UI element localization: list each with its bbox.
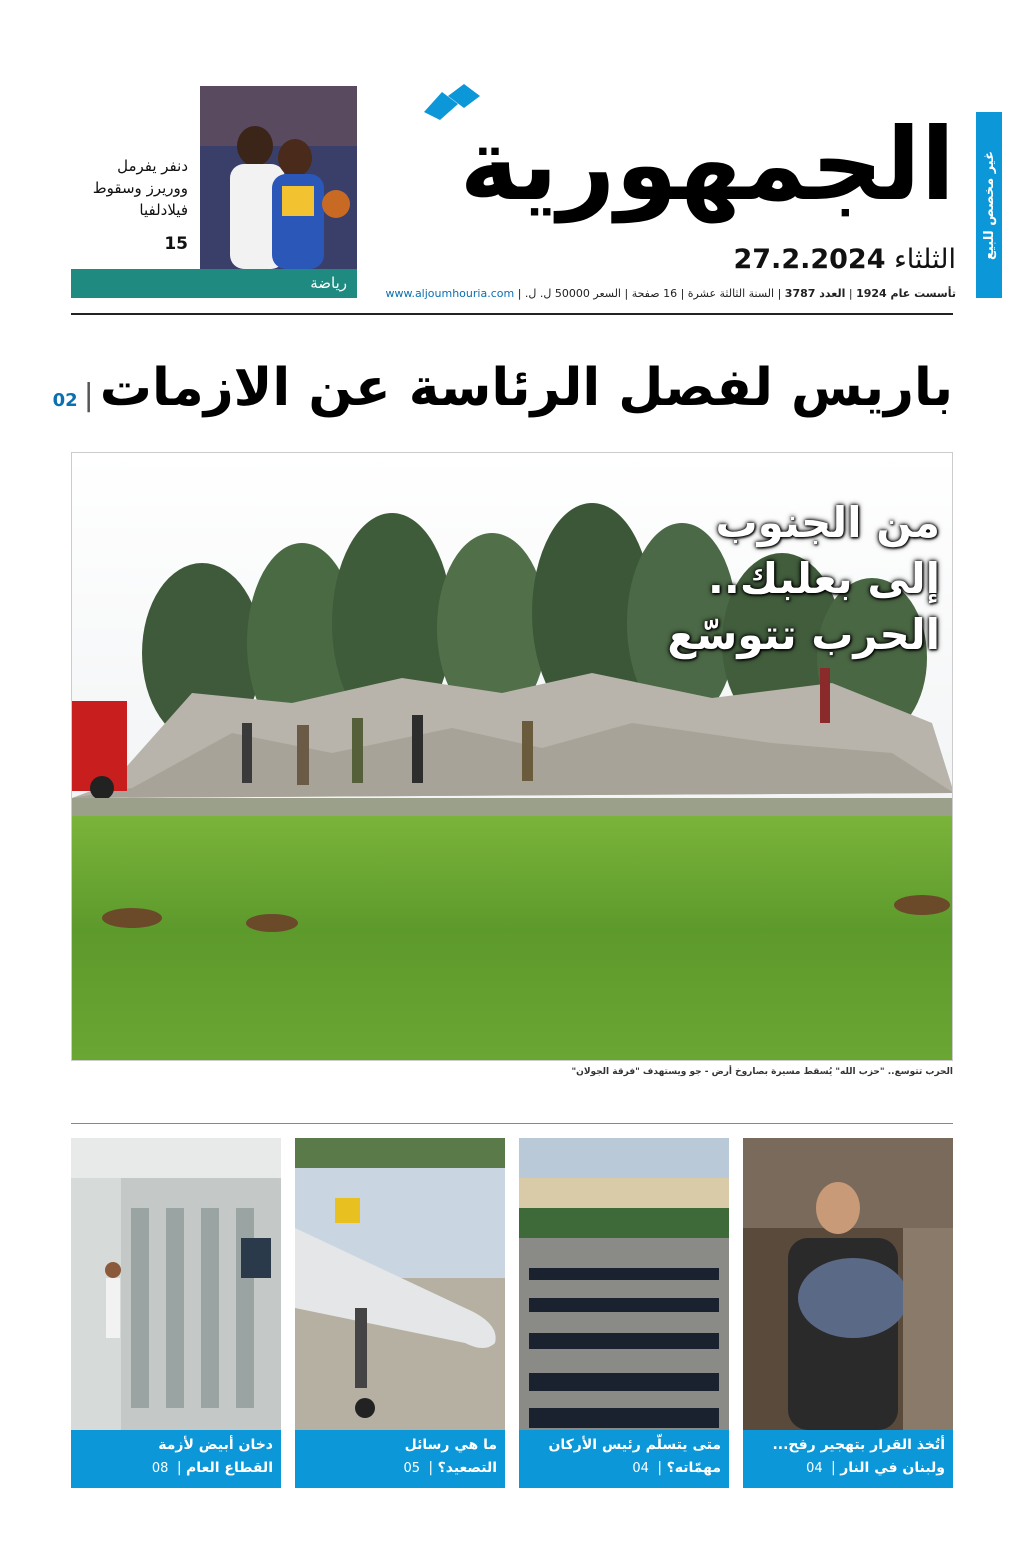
teaser-public-sector-page: 08 xyxy=(151,1461,169,1476)
main-headline-page: 02 xyxy=(52,390,78,411)
teaser-chief-of-staff[interactable] xyxy=(519,1138,729,1488)
masthead-divider xyxy=(71,313,953,315)
teaser-public-sector-line-2: القطاع العام xyxy=(186,1460,273,1476)
main-headline[interactable] xyxy=(52,350,953,426)
masthead-logo: الجمهورية xyxy=(459,106,955,223)
sports-section-label: رياضة xyxy=(310,274,347,292)
teaser-chief-of-staff-page: 04 xyxy=(632,1461,649,1476)
teaser-chief-of-staff-title: متى يتسلّم رئيس الأركان مهمّاته؟ | 04 xyxy=(519,1430,729,1488)
teaser-escalation[interactable] xyxy=(295,1138,505,1488)
not-for-sale-label: غير مخصص للبيع xyxy=(981,150,997,260)
sports-photo[interactable] xyxy=(200,86,357,269)
teaser-rafah-title: أتُخذ القرار بتهجير رفح... ولبنان في النار | 04 xyxy=(743,1430,953,1488)
teaser-rafah[interactable] xyxy=(743,1138,953,1488)
issue-day: الثلثاء xyxy=(894,244,956,275)
issue-date xyxy=(600,244,956,275)
teaser-escalation-title: ما هي رسائل التصعيد؟ | 05 xyxy=(295,1430,505,1488)
teaser-escalation-line-1: ما هي رسائل xyxy=(404,1437,497,1453)
main-headline-text: باريس لفصل الرئاسة عن الازمات xyxy=(99,358,953,418)
teaser-chief-of-staff-line-1: متى يتسلّم رئيس الأركان xyxy=(548,1437,721,1453)
edition-year: السنة الثالثة عشرة xyxy=(687,287,775,300)
overlay-line-2: إلى بعلبك.. xyxy=(707,554,940,603)
teaser-rafah-page: 04 xyxy=(806,1461,823,1476)
page-count: 16 صفحة xyxy=(631,287,678,300)
section-divider xyxy=(71,1123,953,1124)
teaser-chief-of-staff-photo xyxy=(519,1138,729,1430)
teaser-rafah-line-2: ولبنان في النار xyxy=(840,1460,945,1476)
sports-headline-line-1: دنفر يفرمل xyxy=(117,157,188,175)
teaser-public-sector-line-1: دخان أبيض لأزمة xyxy=(158,1437,273,1453)
sports-page-number: 15 xyxy=(164,234,188,254)
photo-overlay-headline[interactable] xyxy=(640,495,940,663)
teaser-public-sector[interactable] xyxy=(71,1138,281,1488)
teaser-escalation-photo xyxy=(295,1138,505,1430)
headline-separator: | xyxy=(83,378,94,413)
overlay-line-3: الحرب تتوسّع xyxy=(667,610,940,659)
sports-headline-line-2: ووريرز وسقوط xyxy=(92,179,188,197)
not-for-sale-strip xyxy=(976,112,1002,298)
basketball-players-image xyxy=(200,86,357,269)
teaser-public-sector-title: دخان أبيض لأزمة القطاع العام | 08 xyxy=(71,1430,281,1488)
teaser-rafah-line-1: أتُخذ القرار بتهجير رفح... xyxy=(772,1437,945,1453)
issue-date-value: 27.2.2024 xyxy=(733,244,886,275)
overlay-line-1: من الجنوب xyxy=(715,498,940,547)
founded: تأسست عام 1924 xyxy=(856,287,956,300)
sports-headline[interactable] xyxy=(70,155,188,221)
teaser-rafah-photo xyxy=(743,1138,953,1430)
issue-number: العدد 3787 xyxy=(784,287,846,300)
teaser-escalation-page: 05 xyxy=(403,1461,420,1476)
sports-section-bar[interactable] xyxy=(71,269,357,298)
issue-meta: تأسست عام 1924 | العدد 3787 | السنة الثالثة عشرة | 16 صفحة | السعر 50000 ل. ل. | www.aljoumhouria.com xyxy=(385,287,956,300)
photo-caption: الحرب تتوسع.. "حزب الله" يُسقط مسيرة بصاروخ أرض - جو ويستهدف "فرقة الجولان" xyxy=(571,1067,953,1077)
teaser-chief-of-staff-line-2: مهمّاته؟ xyxy=(666,1460,721,1476)
sports-headline-line-3: فيلادلفيا xyxy=(139,201,188,219)
website-link[interactable]: www.aljoumhouria.com xyxy=(385,287,515,300)
teaser-escalation-line-2: التصعيد؟ xyxy=(437,1460,497,1476)
price: السعر 50000 ل. ل. xyxy=(524,287,621,300)
teaser-public-sector-photo xyxy=(71,1138,281,1430)
